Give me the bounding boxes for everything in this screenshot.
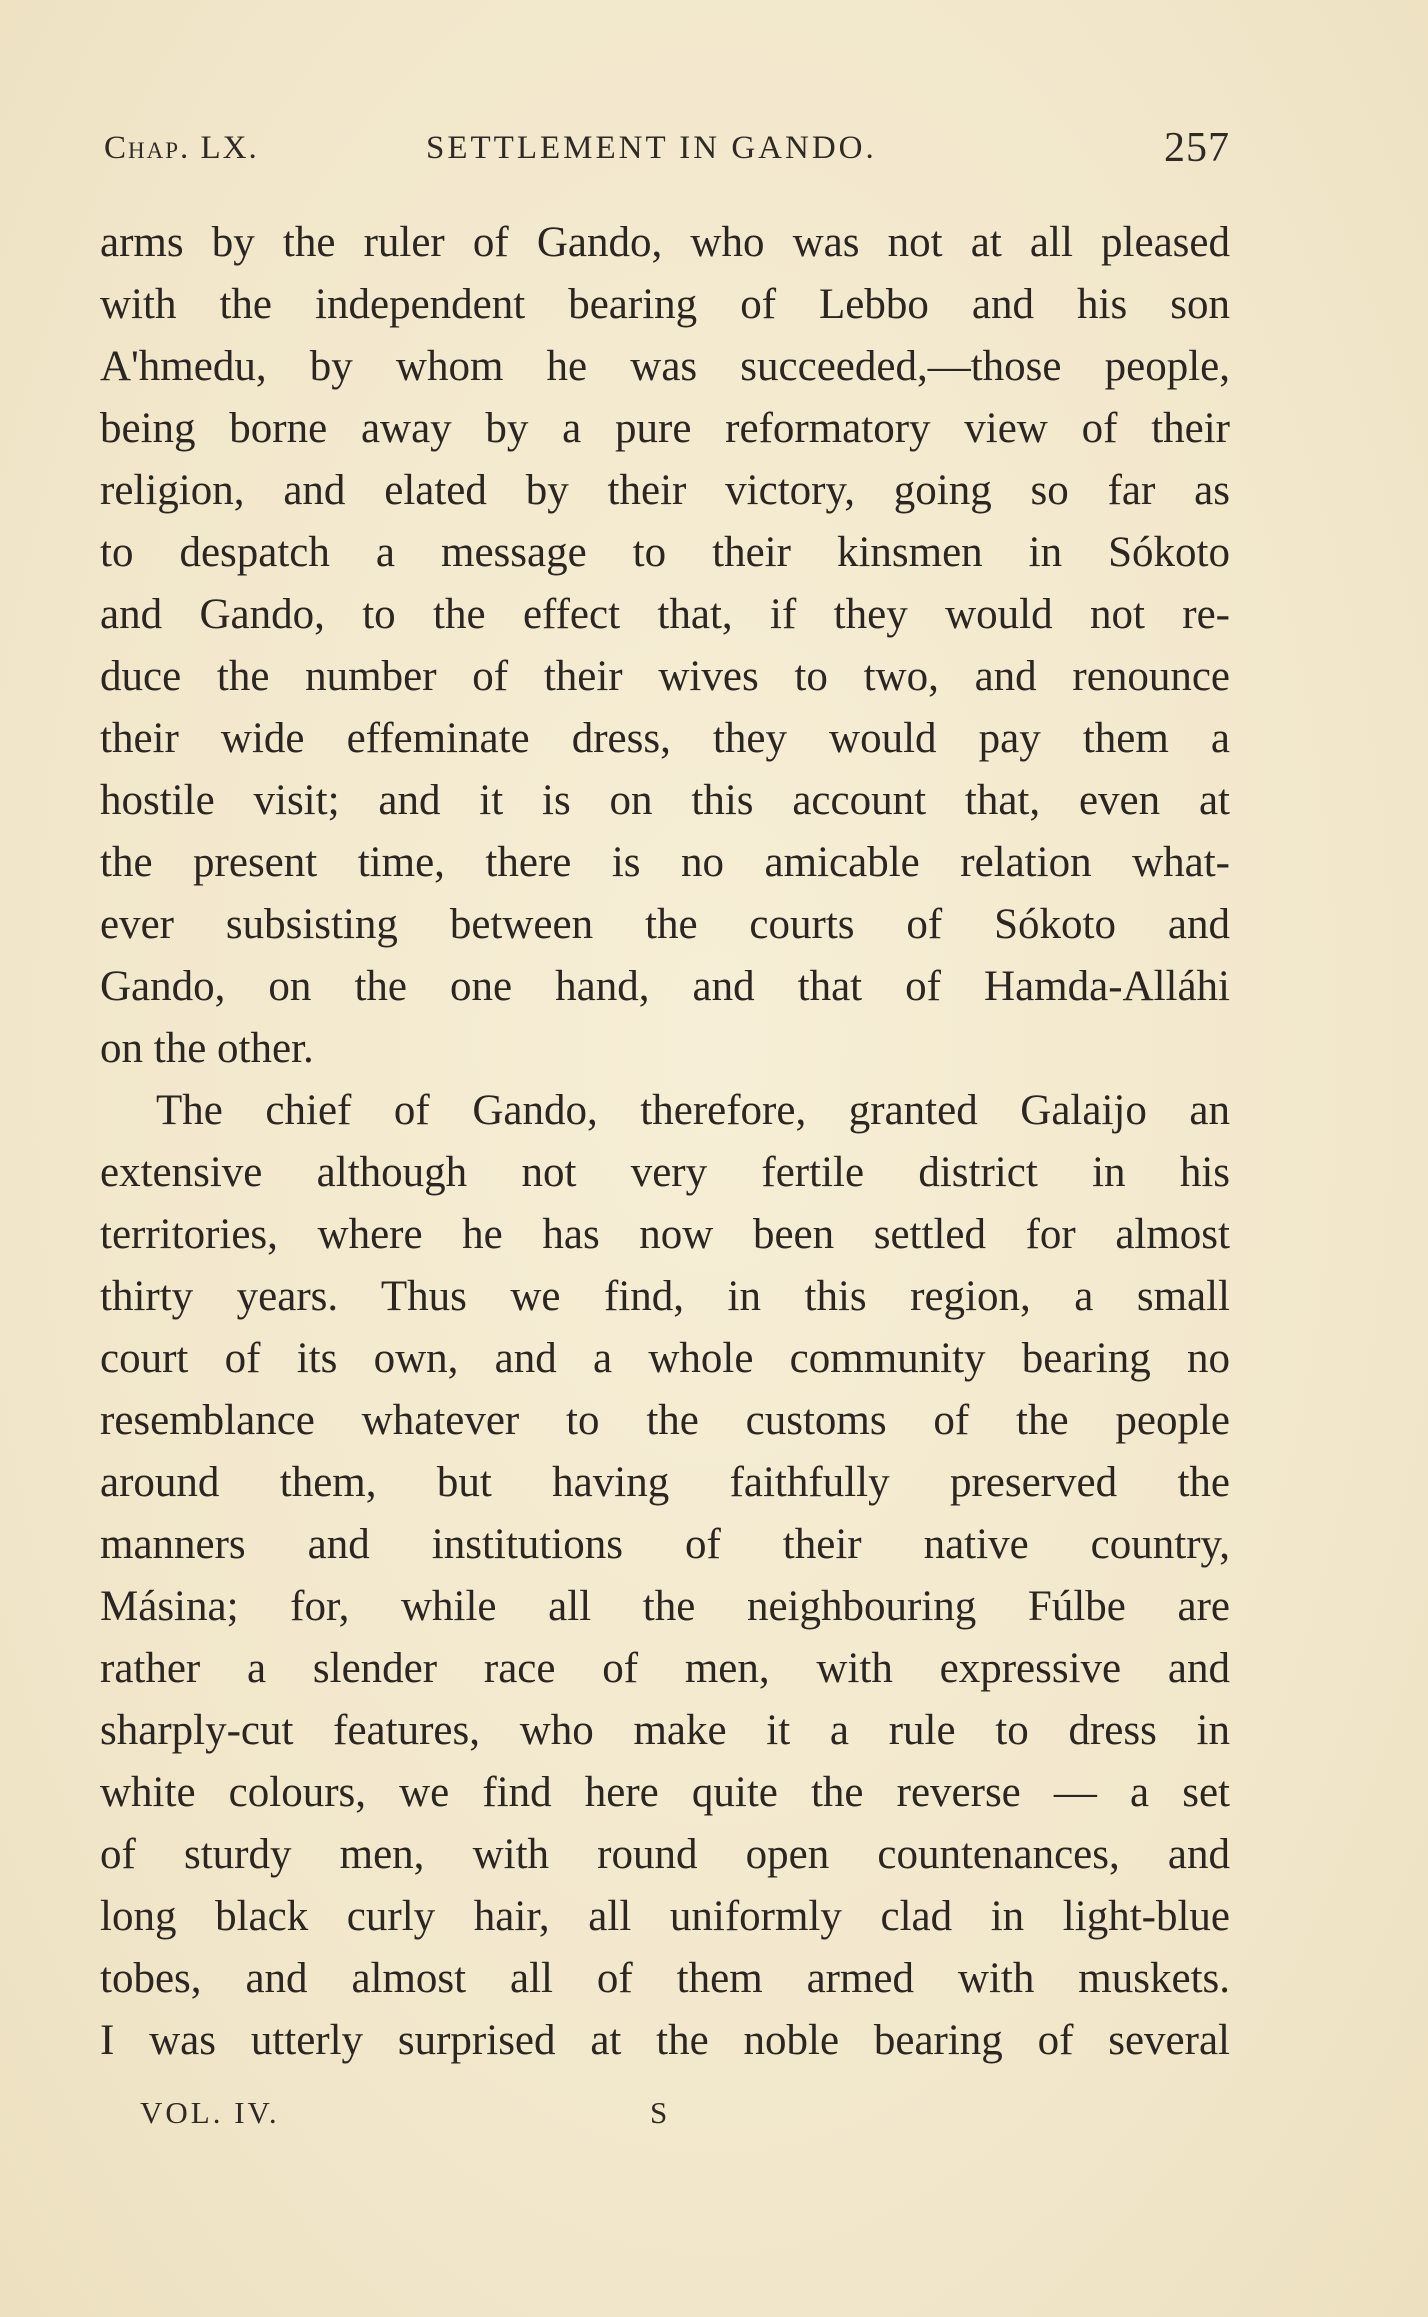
text-line: the present time, there is no amicable relation what- (100, 839, 1230, 886)
text-line: on the other. (100, 1025, 314, 1072)
text-line: ever subsisting between the courts of Sókoto and (100, 901, 1230, 948)
text-line: Gando, on the one hand, and that of Hamda-Alláhi (100, 963, 1230, 1010)
text-line: I was utterly surprised at the noble bearing of several (100, 2017, 1230, 2064)
text-line: long black curly hair, all uniformly clad in light-blue (100, 1893, 1230, 1940)
text-line: rather a slender race of men, with expressive and (100, 1645, 1230, 1692)
text-line: territories, where he has now been settled for almost (100, 1211, 1230, 1258)
text-line: manners and institutions of their native country, (100, 1521, 1230, 1568)
running-head (104, 125, 1230, 178)
text-line: their wide effeminate dress, they would pay them a (100, 715, 1230, 762)
text-line: with the independent bearing of Lebbo and his son (100, 281, 1230, 328)
text-line: A'hmedu, by whom he was succeeded,—those people, (100, 343, 1230, 390)
text-line: of sturdy men, with round open countenances, and (100, 1831, 1230, 1878)
text-line: arms by the ruler of Gando, who was not at all pleased (100, 219, 1230, 266)
text-line: duce the number of their wives to two, and renounce (100, 653, 1230, 700)
text-line: extensive although not very fertile district in his (100, 1149, 1230, 1196)
text-line: sharply-cut features, who make it a rule to dress in (100, 1707, 1230, 1754)
paragraph-1 (100, 212, 1230, 1080)
page-number: 257 (1164, 125, 1230, 171)
text-line: hostile visit; and it is on this account that, even at (100, 777, 1230, 824)
paragraph-2 (100, 1080, 1230, 2072)
text-line: The chief of Gando, therefore, granted Galaijo an (156, 1087, 1230, 1134)
text-line: thirty years. Thus we find, in this region, a small (100, 1273, 1230, 1320)
text-line: and Gando, to the effect that, if they would not re- (100, 591, 1230, 638)
body-text (100, 212, 1230, 2072)
page-footer (140, 2095, 740, 2145)
text-line: Másina; for, while all the neighbouring Fúlbe are (100, 1583, 1230, 1630)
text-line: being borne away by a pure reformatory view of their (100, 405, 1230, 452)
text-line: to despatch a message to their kinsmen in Sókoto (100, 529, 1230, 576)
text-line: religion, and elated by their victory, going so far as (100, 467, 1230, 514)
text-line: resemblance whatever to the customs of the people (100, 1397, 1230, 1444)
page-title: SETTLEMENT IN GANDO. (426, 130, 877, 166)
chapter-label: Chap. LX. (104, 130, 259, 166)
signature-mark: S (650, 2095, 671, 2130)
text-line: court of its own, and a whole community bearing no (100, 1335, 1230, 1382)
volume-label: VOL. IV. (140, 2095, 280, 2130)
text-line: around them, but having faithfully preserved the (100, 1459, 1230, 1506)
text-line: tobes, and almost all of them armed with muskets. (100, 1955, 1230, 2002)
text-line: white colours, we find here quite the reverse — a set (100, 1769, 1230, 1816)
